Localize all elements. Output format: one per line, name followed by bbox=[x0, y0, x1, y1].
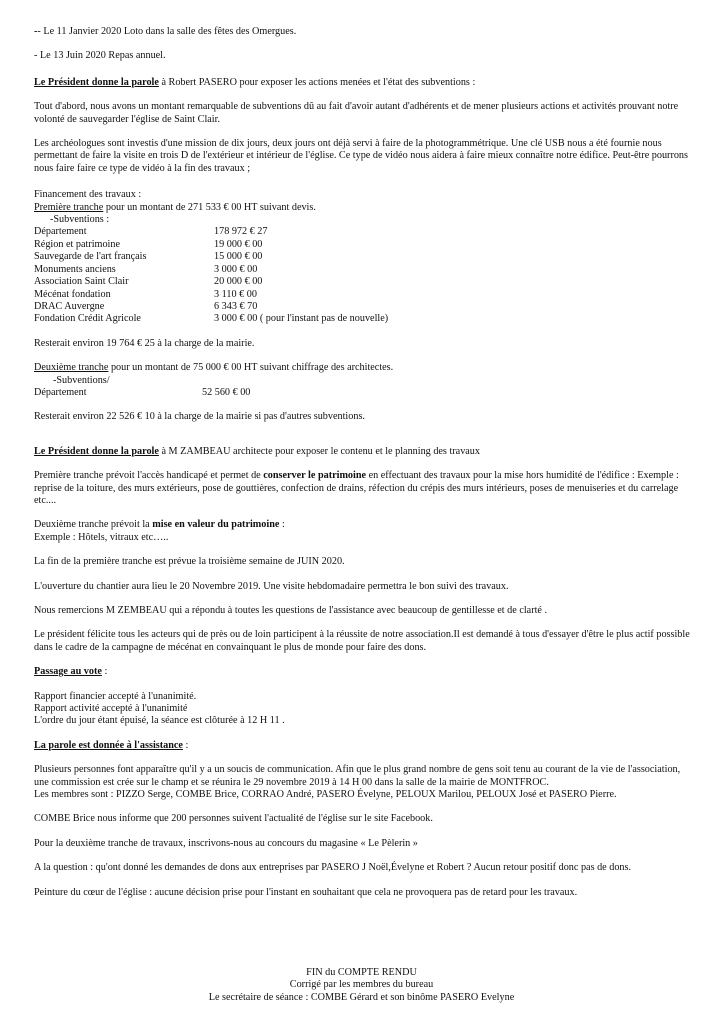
subsidies-table bbox=[34, 387, 694, 399]
subsidy-amount: 19 000 € 00 bbox=[214, 238, 263, 250]
remaining-line: Resterait environ 22 526 € 10 à la charge de la mairie si pas d'autres subventions. bbox=[34, 411, 365, 423]
tranche-line: Première tranche pour un montant de 271 533 € 00 HT suivant devis. bbox=[34, 201, 316, 213]
subsidy-row bbox=[34, 251, 694, 263]
paragraph: A la question : qu'ont donné les demandes de dons aux entreprises par PASERO J Noël,Évelyne et Robert ? Aucun retour positif donc pas de dons. bbox=[34, 862, 632, 874]
vote-heading: Passage au vote : bbox=[34, 666, 108, 678]
vote-line: Rapport financier accepté à l'unanimité. bbox=[34, 690, 197, 702]
financing-title: Financement des travaux : bbox=[34, 189, 142, 201]
subsidy-name: Association Saint Clair bbox=[34, 276, 129, 288]
subsidy-name: Département bbox=[34, 386, 87, 398]
subsidy-amount: 20 000 € 00 bbox=[214, 276, 263, 288]
tranche-line: Deuxième tranche pour un montant de 75 000 € 00 HT suivant chiffrage des architectes. bbox=[34, 362, 394, 374]
paragraph: Plusieurs personnes font apparaître qu'il y a un soucis de communication. Afin que le plus grand nombre de gens soit tenu au courant de la vie de l'association, une commission est crée sur le champ et se réunira le 29 novembre 2019 à 14 H 00 dans la salle de la mairie de MONTFROC. bbox=[34, 764, 681, 788]
subsidy-amount: 3 000 € 00 ( pour l'instant pas de nouvelle) bbox=[214, 313, 389, 325]
subsidy-name: Département bbox=[34, 226, 87, 238]
paragraph: Les membres sont : PIZZO Serge, COMBE Brice, CORRAO André, PASERO Évelyne, PELOUX Marilou, PELOUX José et PASERO Pierre. bbox=[34, 789, 617, 801]
subsidy-row bbox=[34, 239, 694, 251]
subsidies-label: -Subventions : bbox=[50, 214, 110, 226]
paragraph: La fin de la première tranche est prévue la troisième semaine de JUIN 2020. bbox=[34, 556, 345, 568]
footer-line: Corrigé par les membres du bureau bbox=[289, 979, 434, 991]
subsidy-amount: 178 972 € 27 bbox=[214, 226, 268, 238]
event-line: -- Le 11 Janvier 2020 Loto dans la salle des fêtes des Omergues. bbox=[34, 26, 297, 37]
footer-line: Le secrétaire de séance : COMBE Gérard et son binôme PASERO Evelyne bbox=[208, 991, 515, 1003]
subsidy-amount: 3 000 € 00 bbox=[214, 263, 258, 275]
subsidy-amount: 6 343 € 70 bbox=[214, 300, 258, 312]
subsidies-label: -Subventions/ bbox=[53, 374, 110, 386]
subsidy-row bbox=[34, 301, 694, 313]
subsidy-amount: 3 110 € 00 bbox=[214, 288, 257, 300]
paragraph: L'ouverture du chantier aura lieu le 20 Novembre 2019. Une visite hebdomadaire permettra le bon suivi des travaux. bbox=[34, 580, 509, 592]
subsidy-name: Mécénat fondation bbox=[34, 288, 111, 300]
document-footer bbox=[0, 967, 723, 1004]
subsidy-name: Monuments anciens bbox=[34, 263, 116, 275]
paragraph: Pour la deuxième tranche de travaux, inscrivons-nous au concours du magasine « Le Pèlerin » bbox=[34, 837, 418, 849]
event-line: - Le 13 Juin 2020 Repas annuel. bbox=[34, 50, 166, 62]
paragraph: Nous remercions M ZEMBEAU qui a répondu à toutes les questions de l'assistance avec beaucoup de gentillesse et de clarté . bbox=[34, 605, 548, 616]
remaining-line: Resterait environ 19 764 € 25 à la charge de la mairie. bbox=[34, 337, 255, 349]
subsidy-amount: 52 560 € 00 bbox=[202, 386, 251, 398]
subsidies-table bbox=[34, 226, 694, 325]
assistance-heading: La parole est donnée à l'assistance : bbox=[34, 739, 189, 751]
paragraph: Exemple : Hôtels, vitraux etc….. bbox=[34, 531, 169, 543]
vote-line: Rapport activité accepté à l'unanimité bbox=[34, 703, 188, 715]
subsidy-name: DRAC Auvergne bbox=[34, 300, 105, 312]
subsidy-row bbox=[34, 289, 694, 301]
footer-line: FIN du COMPTE RENDU bbox=[306, 967, 417, 978]
document-page bbox=[34, 26, 694, 899]
paragraph: Première tranche prévoit l'accès handicapé et permet de conserver le patrimoine en effectuant des travaux pour la mise hors humidité de l'édifice : Exemple : reprise de la toiture, des murs extérieurs, pose de gouttières, confection de drains, réfection du crépis des murs intérieurs, poses de menuiseries et du carrelage etc.... bbox=[34, 470, 679, 506]
subsidy-amount: 15 000 € 00 bbox=[214, 251, 263, 263]
paragraph: COMBE Brice nous informe que 200 personnes suivent l'actualité de l'église sur le site Facebook. bbox=[34, 813, 433, 825]
subsidy-name: Région et patrimoine bbox=[34, 238, 121, 250]
section-heading: Le Président donne la parole à Robert PASERO pour exposer les actions menées et l'état des subventions : bbox=[34, 76, 476, 88]
subsidy-name: Sauvegarde de l'art français bbox=[34, 251, 147, 263]
paragraph: Le président félicite tous les acteurs qui de près ou de loin participent à la réussite de notre association.Il est demandé à tous d'essayer d'être le plus actif possible dans le cadre de la campagne de mécénat en convainquant le plus de monde pour faire des dons. bbox=[34, 629, 690, 653]
section-heading: Le Président donne la parole à M ZAMBEAU architecte pour exposer le contenu et le planning des travaux bbox=[34, 445, 480, 457]
subsidy-row bbox=[34, 226, 694, 238]
subsidy-row bbox=[34, 276, 694, 288]
vote-line: L'ordre du jour étant épuisé, la séance est clôturée à 12 H 11 . bbox=[34, 715, 285, 727]
subsidy-row bbox=[34, 264, 694, 276]
subsidy-name: Fondation Crédit Agricole bbox=[34, 313, 141, 325]
paragraph: Peinture du cœur de l'église : aucune décision prise pour l'instant en souhaitant que cela ne provoquera pas de retard pour les travaux. bbox=[34, 886, 578, 898]
paragraph: Deuxième tranche prévoit la mise en valeur du patrimoine : bbox=[34, 519, 285, 531]
paragraph: Les archéologues sont investis d'une mission de dix jours, deux jours ont déjà servi à faire de la photogrammétrique. Une clé USB nous a été fournie nous permettant de faire la visite en trois D de l'extérieur et intérieur de l'église. Ce type de vidéo nous aidera à faire mieux connaître notre édifice. Peut-être pourrons nous faire faire ce type de vidéo à la fin des travaux ; bbox=[34, 138, 688, 174]
subsidy-row bbox=[34, 313, 694, 325]
paragraph: Tout d'abord, nous avons un montant remarquable de subventions dû au fait d'avoir autant d'adhérents et de mener plusieurs actions et activités prouvant notre volonté de sauvegarder l'église de Saint Clair. bbox=[34, 101, 679, 125]
subsidy-row bbox=[34, 387, 694, 399]
